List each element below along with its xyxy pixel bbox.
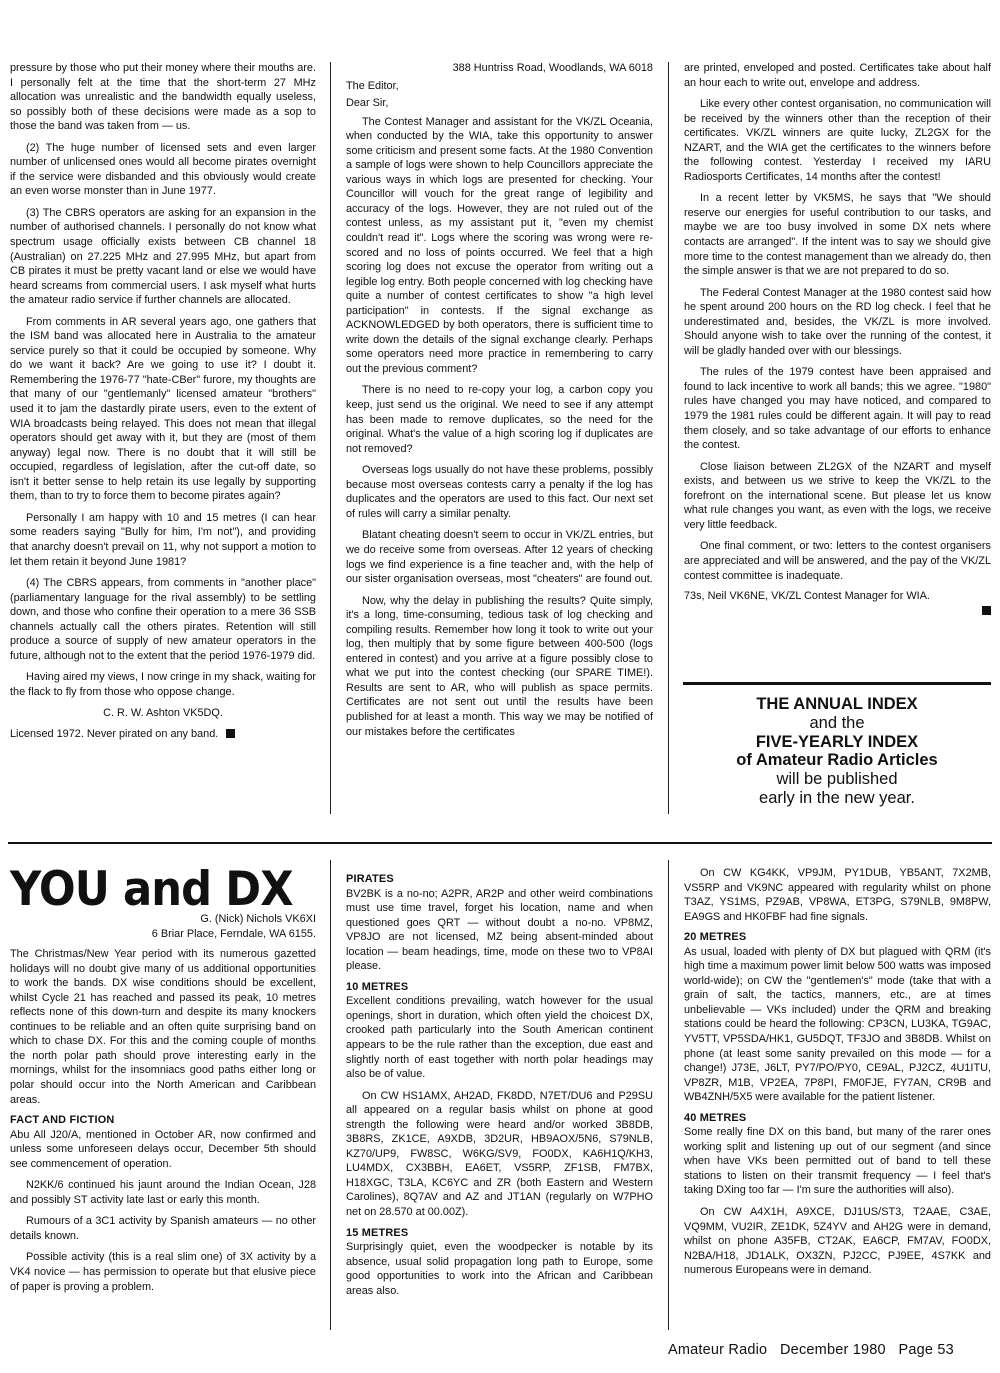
section-heading: PIRATES: [346, 873, 394, 885]
letter-1-paragraph: Having aired my views, I now cringe in my shack, waiting for the flack to fly from those who oppose change.: [10, 671, 316, 698]
letter-1-licensed: [10, 727, 316, 742]
letter-2-paragraph: Blatant cheating doesn't seem to occur in VK/ZL entries, but we do receive some from overseas. After 12 years of checking logs we find experience is a fine teacher and, with the help of our sister organisation overseas, most "cheaters" are found out.: [346, 529, 653, 586]
letter-1-signature: C. R. W. Ashton VK5DQ.: [103, 707, 223, 720]
article-paragraph: Abu All J20/A, mentioned in October AR, now confirmed and unless some unforeseen delays occur, December 5th should see commencement of operation.: [10, 1128, 316, 1170]
article-column-1: [10, 912, 316, 1332]
article-paragraph: On CW HS1AMX, AH2AD, FK8DD, N7ET/DU6 and P29SU all appeared on a regular basis whilst on phone at good strength the following were heard and/or worked 3B8DB, 3B8RS, ZK1CE, A9XDB, 3D2UR, HB9AOX/5N6, S79NLB, KZ70/UP9, FW8SC, W6KG/SV9, FO0DX, KA6H1Q/KH3, LU4MDX, CX3BBH, EA6ET, VS5RP, ZF1SB, FM7BX, H18XGC, T3LA, KC6YC and ZR (both Eastern and Western Carolines), 8Q7AV and AZ and JT1AN (regularly on W7PHO net on 28.570 at 00.00Z).: [346, 1089, 653, 1219]
announcement-line: early in the new year.: [759, 788, 915, 807]
article-title: YOU and DX: [10, 862, 293, 917]
article-address: 6 Briar Place, Ferndale, WA 6155.: [151, 927, 316, 940]
letter-2-address: 388 Huntriss Road, Woodlands, WA 6018: [452, 62, 653, 74]
announcement-line: FIVE-YEARLY INDEX: [755, 732, 919, 751]
article-column-3: [684, 866, 991, 1332]
article-col3-body: [684, 866, 991, 1278]
letter-2-continued-column: [684, 61, 991, 681]
end-mark-icon: [226, 729, 235, 738]
letter-2-paragraph: In a recent letter by VK5MS, he says that "We should reserve our energies for useful contribution to our tasks, and maybe we are too busy involved in some DX nets where contacts are arranged". If the intent was to say we should give more time to the contest management than we already do, then the simple answer is that we are not prepared to do so.: [684, 192, 991, 278]
section-heading: 40 METRES: [684, 1111, 747, 1124]
letter-2-paragraph: There is no need to re-copy your log, a carbon copy you keep, just send us the original. We need to see if any attempt has been made to remove duplicates, so the need for the original. What's the value of a high scoring log if duplicates are not removed?: [346, 384, 653, 455]
letter-2-paragraph: The Contest Manager and assistant for the VK/ZL Oceania, when conducted by the WIA, take this opportunity to answer some criticism and present some facts. At the 1980 Convention a sample of logs were shown to help Councillors appreciate the various ways in which logs are presented for checking. Your Councillor will vouch for the great range of legibility and accuracy of the logs. However, they are not ruled out of the contest unless, as my assistant put it, "even my chemist couldn't read it". Logs where the scoring was wrong were re-scored and no loss of points occurred. We feel that a high scoring log does not excuse the operator from writing out a legible log entry. Both people concerned with log checking have quite a number of contest certificates to show "a high level participation" in contests. If the signal exchange as ACKNOWLEDGED by both operators, there is sufficient time to write down the details of the signal exchange clearly. Perhaps some operators need more practice in remembering to carry out the previous comment?: [346, 115, 653, 375]
article-col2-body: [346, 872, 653, 1298]
article-column-2: [346, 866, 653, 1332]
letter-1-column: [10, 61, 316, 821]
letter-2-paragraph: Like every other contest organisation, no communication will be received by the winners other than the reception of their certificates. VK/ZL winners are quite lucky, ZL2GX for the NZART, and the WIA get the certificates to the winners before the following contest. Yesterday I received my IARU Radiosports Certificates, 14 months after the contest!: [684, 98, 991, 183]
article-paragraph: N2KK/6 continued his jaunt around the Indian Ocean, J28 and possibly ST activity late last or early this month.: [10, 1179, 316, 1206]
article-paragraph: Surprisingly quiet, even the woodpecker is notable by its absence, usual solid propagation long path to Europe, some good opportunities to work into the African and Caribbean areas also.: [346, 1241, 653, 1297]
letter-2-paragraph: Overseas logs usually do not have these problems, possibly because most overseas contests carry a penalty if the log has duplicates and the operators are used to this fact. Our next set of rules will carry a similar penalty.: [346, 464, 653, 520]
footer-publication: Amateur Radio: [668, 1342, 768, 1358]
footer-page: Page 53: [898, 1342, 954, 1358]
announcement-line: will be published: [776, 770, 898, 789]
letter-1-paragraph: (4) The CBRS appears, from comments in "another place" (parliamentary language for the rival assembly) to be settling down, and those who confine their operation to a mere 36 SSB channels actually call the others pirates. Retention will still produce a source of supply of new amateur operators in the future, although not to the extent that the period 1976-1979 did.: [10, 577, 316, 662]
column-rule: [668, 860, 669, 1330]
section-heading: FACT AND FICTION: [10, 1114, 115, 1127]
section-divider: [8, 842, 992, 844]
letter-2-paragraph: One final comment, or two: letters to the contest organisers are appreciated and will be answered, and the pay of the VK/ZL contest committee is inadequate.: [684, 540, 991, 582]
page-footer: [668, 1342, 954, 1358]
letter-1-licensed-text: Licensed 1972. Never pirated on any band.: [10, 727, 219, 740]
article-col1-body: [10, 947, 316, 1294]
letter-2-paragraph: are printed, enveloped and posted. Certificates take about half an hour each to write out, envelope and address.: [684, 62, 991, 89]
letter-1-paragraph: From comments in AR several years ago, one gathers that the ISM band was allocated here in Australia to the amateur service purely so that it could be occupied by someone. Why do we want it back? Are we going to use it? I doubt it. Remembering the 1976-77 "hate-CBer" furore, my thoughts are that many of our "gentlemanly" licensed amateur "brothers" used it to jam the dastardly pirate users, even to the extent of WIA broadcasts being relayed. This does not mean that illegal operators should get away with it, but they are (most of them anyway) legal now. There is no doubt that it will still be occupied, regardless of legislation, after the cut-off date, so isn't it better sense to help retain its use legally by supporting them, than to try to force them to become pirates again?: [10, 315, 316, 503]
letter-2-signature: [684, 589, 991, 604]
announcement-line: and the: [809, 713, 865, 732]
letter-1-paragraph: (2) The huge number of licensed sets and even larger number of unlicensed ones would all become pirates overnight if the service were disbanded and this obviously would create an even worse monster than in June 1977.: [10, 141, 316, 198]
column-rule: [330, 860, 331, 1330]
article-paragraph: Rumours of a 3C1 activity by Spanish amateurs — no other details known.: [10, 1215, 316, 1242]
letter-1-paragraph: pressure by those who put their money where their mouths are. I personally felt at the time that the short-term 27 MHz allocation was unrealistic and the bandwidth equally useless, so possibly both of these decisions were made as a sop to those the band was taken from — us.: [10, 62, 316, 133]
announcement-line: of Amateur Radio Articles: [736, 751, 938, 770]
letter-2-signature-text: 73s, Neil VK6NE, VK/ZL Contest Manager for WIA.: [684, 590, 930, 603]
letter-2-salutation: The Editor,: [346, 79, 399, 92]
article-paragraph: As usual, loaded with plenty of DX but plagued with QRM (it's high time a maximum power limit below 500 watts was imposed world-wide); on CW the "gentlemen's" mode (take that with a grain of salt, the tactics, manners, etc., are at times unbelievable — VKs included) under the QRM and breaking stations could be heard the following: CP3CN, LU3KA, TG9AC, YV5TT, VP5SDA/HK1, GU5DQT, TF3JO and 3B8DB. Whilst on phone (at least some sanity prevailed on this mode — for a change!) J73E, J6LT, PY7/PO/PY0, CE9AL, PJ2CZ, 4U1ITU, VP8ZR, M1B, VP2EA, 7P8PI, FM0FJE, FY7AN, CR9B and WB4ZNH/5X5 were available for the patient listener.: [684, 945, 991, 1104]
column-rule: [330, 62, 331, 814]
article-paragraph: Possible activity (this is a real slim one) of 3X activity by a VK4 novice — has permission to operate but that elusive piece of paper is proving a problem.: [10, 1251, 316, 1293]
article-paragraph: Excellent conditions prevailing, watch however for the usual openings, short in duration, which often yield the choicest DX, crooked path particularly into the South American continent appears to be the rule rather than the exception, due east and slightly north of east together with north polar headings may also be of value.: [346, 995, 653, 1081]
letter-2-column: [346, 61, 653, 821]
letter-1-paragraph: (3) The CBRS operators are asking for an expansion in the number of authorised channels. I personally do not know what spectrum usage officially exists between CB channel 18 (Australian) on 27.225 MHz and 27.995 MHz, but apart from CB pirates it must be pretty vacant land or else we would have heard screams from commercial users. I ask myself what hurts the amateur radio service if further channels are allocated.: [10, 206, 316, 307]
end-mark-icon: [982, 606, 991, 615]
section-heading: 15 METRES: [346, 1226, 409, 1239]
announcement-line: THE ANNUAL INDEX: [756, 695, 918, 713]
letter-2-salutation: Dear Sir,: [346, 97, 389, 110]
section-heading: 20 METRES: [684, 931, 747, 944]
article-paragraph: The Christmas/New Year period with its numerous gazetted holidays will no doubt give many of us additional opportunities to work the bands. DX wise conditions should be excellent, whilst Cycle 21 has reached and passed its peak, 10 metres reflects none of this down-turn and despite its many knockers continues to be reliable and an often quite surprising band on which to chase DX. For this and the coming couple of months the north polar path should prove interesting early in the mornings, whilst for the insomniacs good paths either long or polar should occur into the North American and Caribbean areas.: [10, 948, 316, 1106]
article-byline: G. (Nick) Nichols VK6XI: [200, 913, 316, 925]
letter-2-paragraph: The Federal Contest Manager at the 1980 contest said how he spent around 200 hours on the RD log check. I feel that he underestimated and, besides, the VK/ZL is more involved. Should anyone wish to take over the running of the contest, it will be gladly handed over with our blessings.: [684, 286, 991, 357]
letter-1-paragraph: Personally I am happy with 10 and 15 metres (I can hear some readers saying "Bully for him, I'm not"), and providing that anarchy doesn't prevail on 11, why not support a motion to let them retain it beyond June 1981?: [10, 511, 316, 568]
letter-2-paragraph: Now, why the delay in publishing the results? Quite simply, it's a long, time-consuming, tedious task of log checking and compiling results. Remember how long it took to write out your log, then multiply that by some figure between 400-500 (logs entered in contest) and you arrive at a figure possibly close to what we put into the contest checking (our SPARE TIME!). Results are sent to AR, who will publish as space permits. Certificates are not sent out until the results have been published for at least a month. This way we may be notified of our mistakes before the certificates: [346, 594, 653, 738]
letter-2-paragraph: Close liaison between ZL2GX of the NZART and myself exists, and between us we strive to keep the VK/ZL to the forefront on the international scene. But please let us know what rule changes you want, as even with the logs, we receive very little feedback.: [684, 460, 991, 531]
article-paragraph: On CW KG4KK, VP9JM, PY1DUB, YB5ANT, 7X2MB, VS5RP and VK9NC appeared with regularity whilst on phone T3AZ, YS1MS, PZ9AB, VP8WA, ET3PG, S79NLB, 9M8PW, EA9GS and HK0FBF had fine signals.: [684, 867, 991, 923]
section-heading: 10 METRES: [346, 980, 409, 993]
article-paragraph: BV2BK is a no-no; A2PR, AR2P and other weird combinations must use time travel, forget his location, name and when questioned goes QRT — without doubt a no-no. VP8MZ, VP8JO are not licensed, MZ being absent-minded about location — beam headings, time, mode on these two to VP8AI please.: [346, 887, 653, 973]
footer-issue: December 1980: [780, 1342, 886, 1358]
article-paragraph: Some really fine DX on this band, but many of the rarer ones working split and listening up out of our segment (and since when have VKs been permitted out of band to tell these stations to listen on their transmit frequency — I feel that's taking DXing too far — I'm sure the authorities will also).: [684, 1126, 991, 1197]
article-paragraph: On CW A4X1H, A9XCE, DJ1US/ST3, T2AAE, C3AE, VQ9MM, VU2IR, ZE1DK, 5Z4YV and AH2G were in demand, whilst on phone A35FB, CT2AK, EA6CP, FM7AV, FO0DX, N2BA/H18, JD1ALK, OX3ZN, PJ2CC, PJ9EE, 4S7KK and numerous Europeans were in demand.: [684, 1206, 991, 1277]
letter-2-end: [684, 604, 991, 619]
column-rule: [668, 62, 669, 814]
annual-index-announcement: [683, 682, 991, 822]
letter-2-paragraph: The rules of the 1979 contest have been appraised and found to lack incentive to work all bands; this we agree. "1980" rules have changed you may have noticed, and compared to 1979 the 1981 rules could be different again. It will pay to read them closely, and so take advantage of our efforts to enhance the contest.: [684, 366, 991, 452]
